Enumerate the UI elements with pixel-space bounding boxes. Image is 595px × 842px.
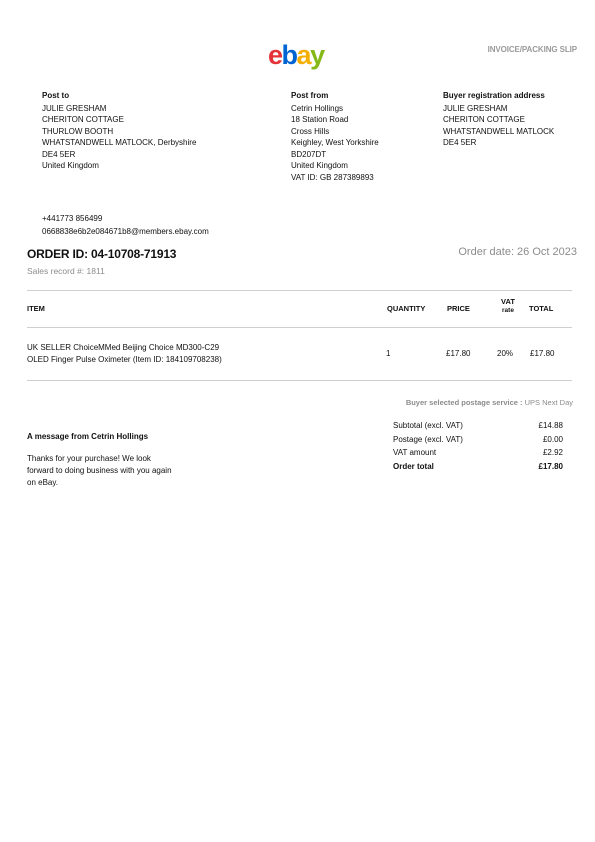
- logo-letter-y: y: [310, 40, 324, 70]
- postage-service: [406, 398, 573, 407]
- seller-message-body: Thanks for your purchase! We look forward to doing business with you again on eBay.: [27, 454, 172, 487]
- buyer-email: 0668838e6b2e084671b8@members.ebay.com: [42, 227, 209, 236]
- totals-row-vat: [393, 448, 563, 462]
- address-line: JULIE GRESHAM: [42, 103, 107, 113]
- totals-value: £2.92: [542, 448, 563, 457]
- address-line: WHATSTANDWELL MATLOCK: [443, 126, 555, 136]
- totals-row-postage: [393, 435, 563, 449]
- table-bottom-divider: [27, 380, 572, 381]
- row-total: £17.80: [530, 349, 555, 358]
- vat-id: VAT ID: GB 287389893: [291, 172, 374, 182]
- order-totals: [393, 421, 563, 475]
- post-to-address: [42, 90, 196, 172]
- table-top-divider: [27, 290, 572, 291]
- order-date: Order date: 26 Oct 2023: [458, 246, 577, 258]
- address-line: Cetrin Hollings: [291, 103, 344, 113]
- seller-message-title: A message from Cetrin Hollings: [27, 432, 149, 441]
- address-line: Cross Hills: [291, 126, 330, 136]
- item-title-line2: OLED Finger Pulse Oximeter (Item ID: 184109708238): [27, 355, 222, 364]
- logo-letter-b: b: [281, 40, 297, 70]
- table-header-divider: [27, 327, 572, 328]
- post-from-heading: Post from: [291, 91, 329, 100]
- totals-value: £14.88: [538, 421, 563, 430]
- totals-value: £17.80: [538, 461, 563, 471]
- col-header-total: TOTAL: [529, 304, 554, 313]
- address-line: DE4 5ER: [443, 138, 477, 147]
- address-line: CHERITON COTTAGE: [42, 115, 124, 124]
- row-quantity: 1: [386, 349, 391, 358]
- address-line: CHERITON COTTAGE: [443, 115, 525, 124]
- address-line: 18 Station Road: [291, 115, 349, 124]
- buyer-registration-heading: Buyer registration address: [443, 91, 545, 100]
- totals-row-order-total: [393, 462, 563, 476]
- post-to-heading: Post to: [42, 91, 70, 100]
- totals-label: Order total: [393, 461, 434, 471]
- postage-label: Buyer selected postage service :: [405, 398, 523, 407]
- postage-value: UPS Next Day: [524, 398, 573, 407]
- address-line: United Kingdom: [291, 161, 348, 170]
- address-line: THURLOW BOOTH: [42, 126, 114, 136]
- col-header-quantity: QUANTITY: [387, 304, 426, 313]
- col-header-price: PRICE: [447, 304, 470, 313]
- logo-letter-a: a: [296, 40, 311, 70]
- table-row-item-title: [27, 342, 377, 366]
- col-header-vat-line2: rate: [502, 307, 514, 314]
- row-price: £17.80: [446, 349, 471, 358]
- col-header-vat-rate: [497, 297, 519, 315]
- ebay-logo: [268, 42, 324, 69]
- post-from-address: [291, 90, 379, 183]
- totals-label: Subtotal (excl. VAT): [393, 421, 463, 430]
- totals-label: VAT amount: [393, 448, 437, 457]
- order-id: ORDER ID: 04-10708-71913: [27, 247, 177, 261]
- row-vat-rate: 20%: [497, 349, 514, 358]
- buyer-contact: [42, 212, 209, 238]
- logo-letter-e: e: [268, 40, 282, 70]
- totals-label: Postage (excl. VAT): [393, 434, 463, 444]
- buyer-registration-address: [443, 90, 554, 149]
- item-title-line1: UK SELLER ChoiceMMed Beijing Choice MD300-C29: [27, 343, 220, 352]
- document-type: INVOICE/PACKING SLIP: [487, 45, 577, 54]
- address-line: BD207DT: [291, 149, 327, 159]
- totals-value: £0.00: [542, 434, 563, 444]
- address-line: Keighley, West Yorkshire: [291, 138, 379, 147]
- col-header-item: ITEM: [27, 304, 45, 313]
- buyer-phone: +441773 856499: [42, 214, 103, 223]
- address-line: JULIE GRESHAM: [443, 103, 508, 113]
- sales-record: Sales record #: 1811: [27, 266, 105, 276]
- address-line: United Kingdom: [42, 161, 99, 170]
- address-line: WHATSTANDWELL MATLOCK, Derbyshire: [42, 138, 197, 147]
- address-line: DE4 5ER: [42, 149, 76, 159]
- totals-row-subtotal: [393, 421, 563, 435]
- col-header-vat-line1: VAT: [501, 297, 515, 306]
